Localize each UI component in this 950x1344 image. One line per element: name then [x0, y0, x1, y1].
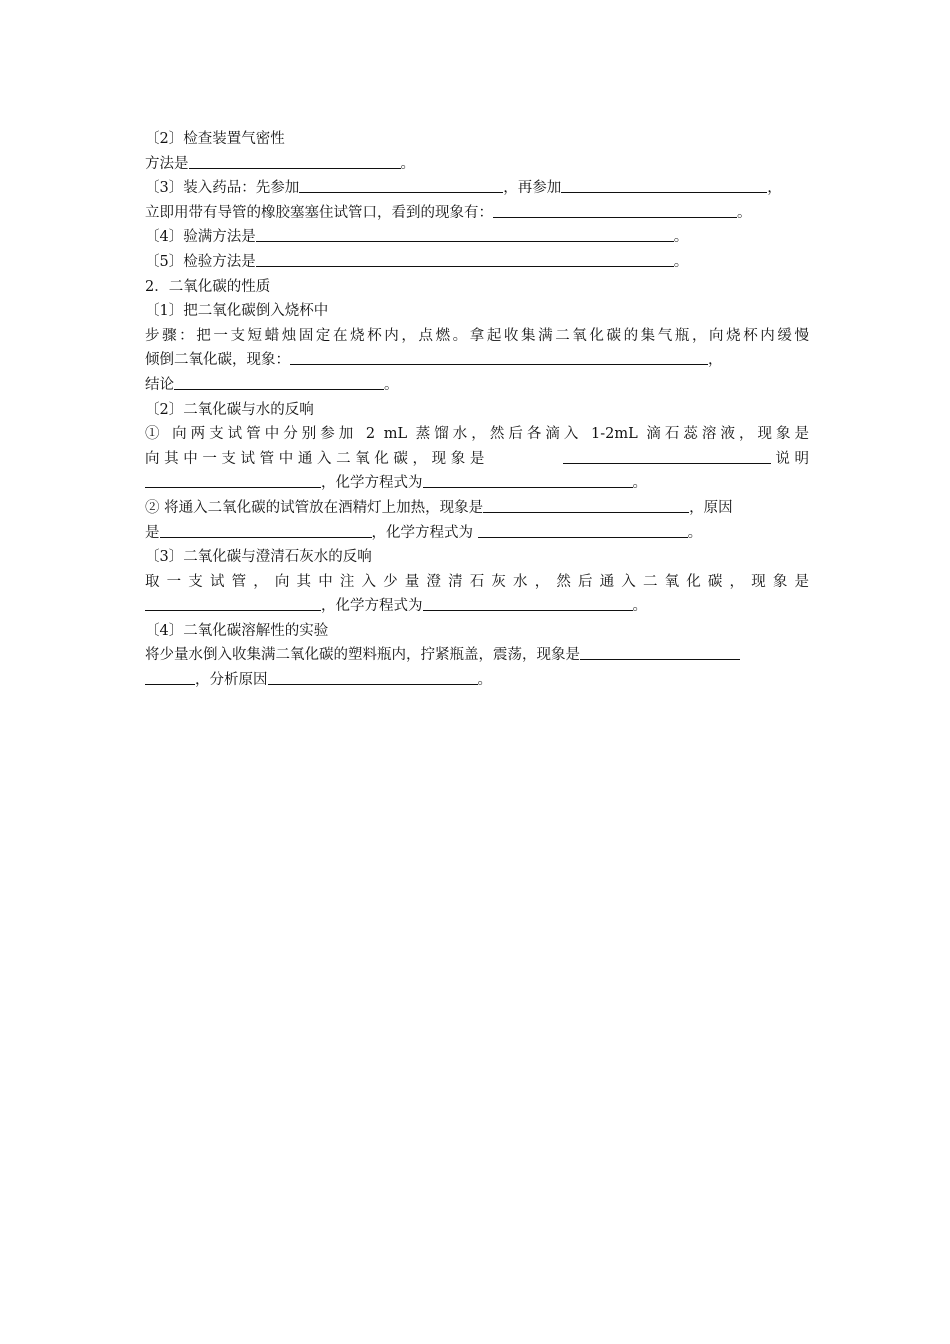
blank-second-reagent[interactable]	[561, 177, 767, 193]
punct: 。	[477, 672, 492, 689]
blank-bottle-phenomenon[interactable]	[580, 644, 740, 660]
heading-solubility: 〔4〕二氧化碳溶解性的实验	[145, 622, 329, 639]
line-bottle	[145, 643, 809, 668]
label-analysis: ，分析原因	[195, 672, 268, 689]
blank-bottle-phenomenon-cont[interactable]	[145, 669, 195, 685]
label-full-check: 〔4〕验满方法是	[145, 229, 256, 246]
punct: 。	[400, 155, 415, 172]
line-solubility	[145, 619, 809, 644]
blank-pass-co2-phenomenon[interactable]	[563, 448, 771, 464]
blank-verify[interactable]	[256, 251, 674, 267]
line-analysis	[145, 668, 809, 693]
line-conclusion	[145, 373, 809, 398]
line-verify	[145, 250, 809, 275]
line-pass-co2	[145, 447, 809, 472]
punct: ，	[708, 352, 723, 369]
label-add-reagents: 〔3〕装入药品：先参加	[145, 180, 300, 197]
label-observation: 立即用带有导管的橡胶塞塞住试管口，看到的现象有：	[145, 204, 493, 221]
line-method	[145, 152, 809, 177]
line-step-2	[145, 496, 809, 521]
punct: 。	[384, 376, 399, 393]
label-pass-co2: 向 其 中 一 支 试 管 中 通 入 二 氧 化 碳 ， 现 象 是	[145, 450, 485, 467]
punct: 。	[737, 204, 752, 221]
blank-equation-1[interactable]	[423, 472, 633, 488]
label-explain: 说 明	[775, 450, 809, 467]
label-step-2: ② 将通入二氧化碳的试管放在酒精灯上加热，现象是	[145, 499, 484, 516]
line-section-2	[145, 275, 809, 300]
punct: ，	[767, 180, 782, 197]
label-conclusion: 结论	[145, 376, 174, 393]
blank-heating-phenomenon[interactable]	[483, 497, 689, 513]
heading-co2-limewater: 〔3〕二氧化碳与澄清石灰水的反响	[145, 549, 372, 566]
line-full-check	[145, 225, 809, 250]
blank-reason[interactable]	[160, 522, 372, 538]
section-co2-properties: 2．二氧化碳的性质	[145, 278, 271, 295]
line-reason	[145, 521, 809, 546]
line-observation	[145, 201, 809, 226]
line-steps	[145, 324, 809, 349]
punct: 。	[632, 475, 647, 492]
blank-limewater-phenomenon[interactable]	[145, 595, 321, 611]
label-method: 方法是	[145, 155, 189, 172]
line-pour-phenomenon	[145, 348, 809, 373]
line-step-1	[145, 422, 809, 447]
punct: 。	[687, 524, 703, 541]
blank-analysis[interactable]	[268, 669, 478, 685]
blank-equation-3[interactable]	[423, 595, 633, 611]
line-limewater-steps	[145, 570, 809, 595]
punct: 。	[673, 253, 689, 270]
label-pour-phenomenon: 倾倒二氧化碳，现象：	[145, 352, 290, 369]
line-pour-co2	[145, 299, 809, 324]
punct: 。	[632, 598, 647, 615]
label-then-add: ，再参加	[503, 180, 562, 197]
label-is: 是	[145, 524, 160, 541]
line-co2-limewater	[145, 545, 809, 570]
label-reason: ，原因	[689, 499, 733, 516]
label-equation: ，化学方程式为	[371, 524, 478, 541]
blank-equation-2[interactable]	[478, 522, 688, 538]
line-add-reagents	[145, 176, 809, 201]
blank-observation[interactable]	[493, 202, 737, 218]
label-equation: ，化学方程式为	[321, 598, 423, 615]
blank-conclusion[interactable]	[174, 374, 384, 390]
line-co2-water	[145, 398, 809, 423]
heading-check-airtightness: 〔2〕检查装置气密性	[145, 131, 285, 147]
label-verify: 〔5〕检验方法是	[145, 253, 256, 270]
label-bottle: 将少量水倒入收集满二氧化碳的塑料瓶内，拧紧瓶盖，震荡，现象是	[145, 647, 580, 664]
heading-pour-co2: 〔1〕把二氧化碳倒入烧杯中	[145, 303, 329, 320]
line-water-equation	[145, 471, 809, 496]
heading-co2-water: 〔2〕二氧化碳与水的反响	[145, 401, 314, 418]
blank-pour-phenomenon[interactable]	[290, 349, 708, 365]
punct: 。	[673, 229, 689, 246]
blank-explanation[interactable]	[145, 472, 321, 488]
line-limewater-equation	[145, 594, 809, 619]
blank-full-check[interactable]	[256, 226, 674, 242]
blank-method[interactable]	[189, 153, 401, 169]
label-equation: ，化学方程式为	[321, 475, 423, 492]
text-steps: 步骤：把一支短蜡烛固定在烧杯内，点燃。拿起收集满二氧化碳的集气瓶，向烧杯内缓慢	[145, 327, 809, 344]
text-limewater-steps: 取 一 支 试 管 ， 向 其 中 注 入 少 量 澄 清 石 灰 水 ， 然 后 通 入 二 氧 化 碳 ， 现 象 是	[145, 573, 809, 590]
blank-first-reagent[interactable]	[299, 177, 503, 193]
worksheet	[145, 127, 809, 693]
line-check-airtightness	[145, 127, 809, 152]
text-step-1: ① 向两支试管中分别参加 2 mL 蒸馏水，然后各滴入 1-2mL 滴石蕊溶液，现象是	[145, 426, 809, 443]
